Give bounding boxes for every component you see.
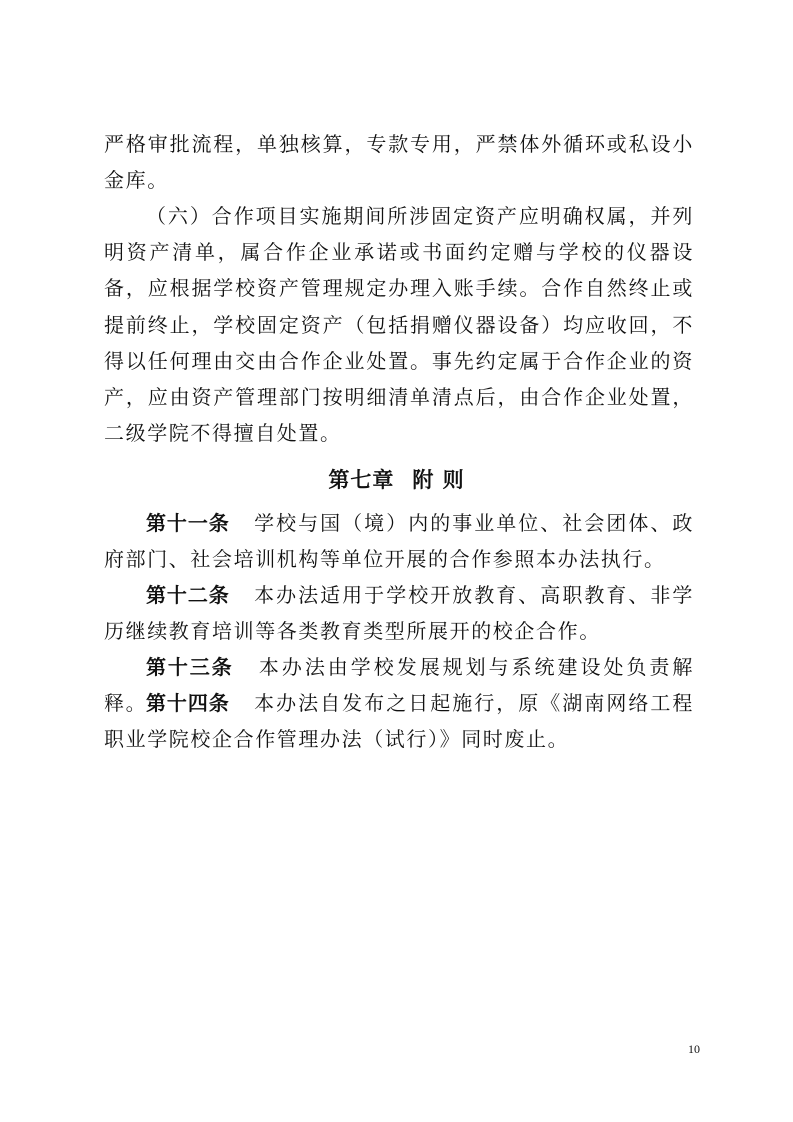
article-label: 第十三条: [146, 655, 234, 679]
article-label: 第十四条: [146, 691, 230, 715]
article-text: 本办法适用于学校开放教育、高职教育、非学历继续教育培训等各类教育类型所展开的校企合作。: [104, 583, 695, 644]
paragraph-continuation: 严格审批流程，单独核算，专款专用，严禁体外循环或私设小金库。: [104, 132, 694, 193]
article-label: 第十二条: [146, 583, 230, 607]
page-number: 10: [688, 1042, 700, 1056]
paragraph-fixed-assets: （六）合作项目实施期间所涉固定资产应明确权属，并列明资产清单，属合作企业承诺或书面约定赠与学校的仪器设备，应根据学校资产管理规定办理入账手续。合作自然终止或提前终止，学校固定资产（包括捐赠仪器设备）均应收回，不得以任何理由交由合作企业处置。事先约定属于合作企业的资产，应由资产管理部门按明细清单清点后，由合作企业处置，二级学院不得擅自处置。: [104, 204, 694, 446]
article-12: [104, 577, 694, 649]
article-14: [104, 685, 694, 757]
article-label: 第十一条: [146, 511, 230, 535]
chapter-title: 附 则: [412, 468, 465, 492]
article-text: 本办法由学校发展规划与系统建设处负责解释。: [104, 655, 694, 716]
chapter-heading: [0, 464, 793, 494]
article-11: [104, 505, 694, 577]
article-text: 本办法自发布之日起施行，原《湖南网络工程职业学院校企合作管理办法（试行）》同时废止。: [104, 691, 695, 752]
article-text: 学校与国（境）内的事业单位、社会团体、政府部门、社会培训机构等单位开展的合作参照本办法执行。: [104, 511, 695, 572]
chapter-number: 第七章: [328, 468, 395, 492]
